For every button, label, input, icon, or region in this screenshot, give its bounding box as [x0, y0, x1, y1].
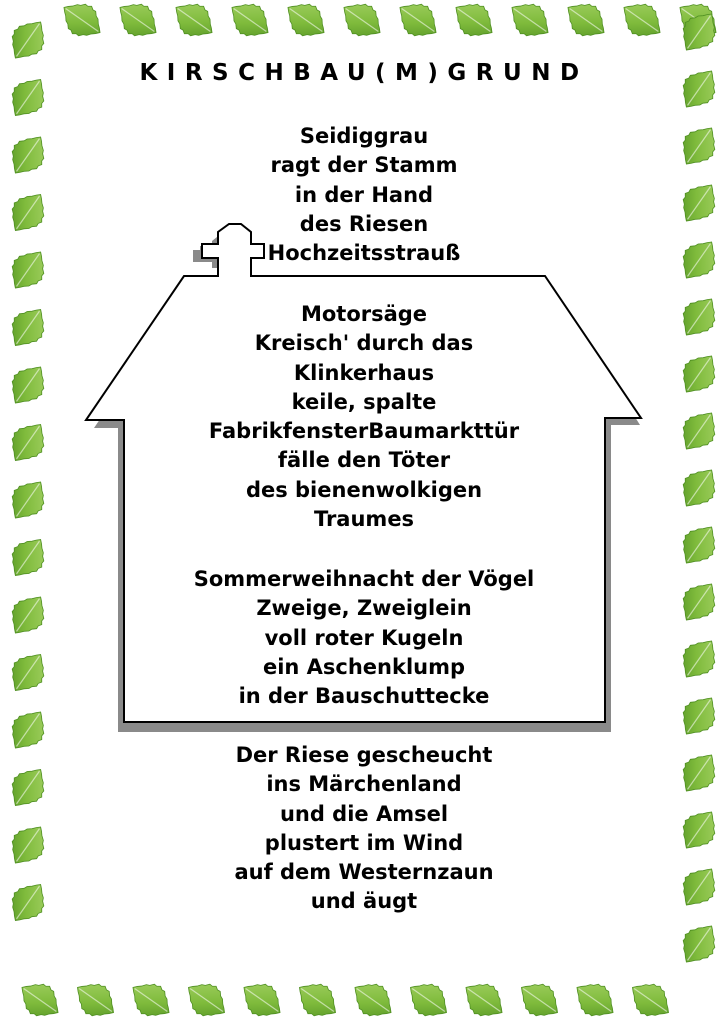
poem-line: auf dem Westernzaun [234, 860, 494, 885]
poem-line: Der Riese gescheucht [235, 743, 493, 767]
poem-line: Hochzeitsstrauß [267, 241, 461, 266]
poem-line: Kreisch' durch das [254, 331, 474, 356]
poem-line: in der Hand [294, 182, 434, 207]
stanza-3 [0, 565, 728, 711]
poem-line: Traumes [313, 507, 415, 532]
poem-line: plustert im Wind [264, 830, 464, 855]
poem-line: und äugt [310, 889, 418, 914]
poem-line: des Riesen [299, 211, 429, 236]
stanza-4 [0, 741, 728, 917]
poem-line: ragt der Stamm [270, 153, 458, 178]
poem-title: KIRSCHBAU(M)GRUND [139, 60, 589, 86]
poem-line: des bienenwolkigen [245, 477, 483, 502]
stanza-2 [0, 300, 728, 534]
poem-line: Motorsäge [300, 302, 428, 326]
poem-line: in der Bauschuttecke [238, 684, 490, 709]
poem-line: keile, spalte [291, 389, 437, 414]
poem-line: FabrikfensterBaumarkttür [208, 419, 520, 444]
stanza-1 [0, 122, 728, 268]
poem-line: fälle den Töter [277, 448, 451, 473]
poem-line: Zweige, Zweiglein [256, 596, 472, 621]
poem-line: ins Märchenland [266, 772, 462, 797]
poem-line: Seidiggrau [299, 124, 429, 148]
poem-line: Sommerweihnacht der Vögel [193, 567, 535, 591]
poem-line: voll roter Kugeln [264, 625, 464, 650]
poem-line: Klinkerhaus [293, 360, 435, 385]
poem-line: ein Aschenklump [262, 654, 466, 679]
poem-line: und die Amsel [279, 801, 449, 826]
